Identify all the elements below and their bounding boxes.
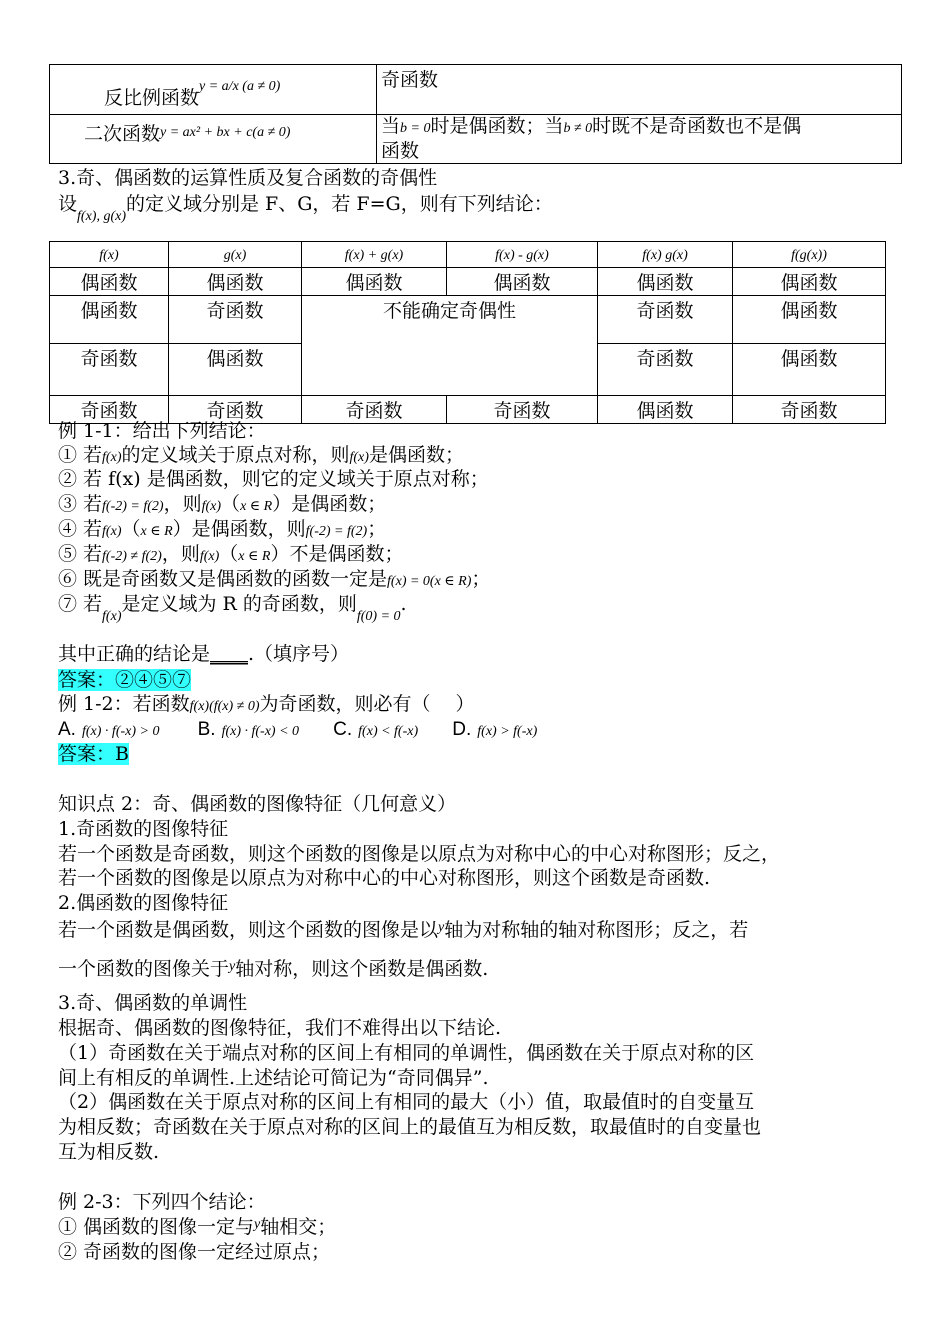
option-a: f(x) · f(-x) > 0 [82, 724, 160, 739]
m: f(x)(f(x) ≠ 0) [189, 699, 260, 714]
m: x ∈ R [140, 524, 173, 539]
ex23-title: 例 2-3：下列四个结论： [58, 1191, 266, 1213]
t: ）不是偶函数； [270, 543, 404, 565]
m: y [254, 1217, 261, 1232]
t: 是定义域为 R 的奇函数，则 [121, 593, 357, 615]
q-text-c: 时是偶函数；当 [430, 115, 564, 137]
parity-operations-table [49, 241, 886, 424]
t: 一个函数的图像关于 [58, 958, 230, 980]
m: f(x) [102, 524, 122, 539]
ex11-item1 [58, 443, 464, 470]
option-c: f(x) < f(-x) [358, 724, 419, 739]
m: x ∈ R [238, 549, 271, 564]
intro-a: 设 [58, 193, 78, 215]
q-cond-even: b = 0 [400, 121, 431, 136]
t: ）是偶函数，则 [172, 518, 306, 540]
option-d-label: D. [452, 719, 472, 740]
cell: 奇函数 [169, 296, 302, 344]
intro-fg: f(x), g(x) [77, 209, 126, 224]
t: 轴相交； [260, 1216, 337, 1238]
m: f(x) [102, 450, 122, 465]
m: y [438, 920, 445, 935]
ex11-item3 [58, 492, 386, 519]
row-inverse-proportional [50, 65, 377, 115]
t: 轴对称，则这个函数是偶函数. [235, 958, 489, 980]
cell: 偶函数 [733, 268, 886, 296]
cell: 偶函数 [50, 296, 169, 344]
quadratic-label: 二次函数 [84, 123, 161, 145]
cell: 偶函数 [447, 268, 598, 296]
t: ； [367, 518, 387, 540]
h4: f(x) g(x) [642, 248, 688, 263]
ex12-title [58, 692, 475, 719]
ex23-item2: ② 奇函数的图像一定经过原点； [58, 1241, 331, 1263]
t: ⑥ 既是奇函数又是偶函数的函数一定是 [58, 568, 388, 590]
ex12-options [58, 717, 537, 744]
t: （ [219, 543, 239, 565]
t: ① 偶函数的图像一定与 [58, 1216, 255, 1238]
t: ； [471, 568, 491, 590]
t: ④ 若 [58, 518, 103, 540]
answer-blank: ____ [210, 643, 249, 665]
q-text-a: 当 [381, 115, 401, 137]
q-cond-neither: b ≠ 0 [563, 121, 593, 136]
intro-b: 的定义域分别是 F、G，若 F=G，则有下列结论： [125, 193, 553, 215]
t: ，则 [161, 543, 200, 565]
cell: 奇函数 [302, 396, 447, 424]
t: ⑤ 若 [58, 543, 103, 565]
cell: 偶函数 [598, 396, 733, 424]
kp2-p2-line1 [58, 918, 748, 945]
cell: 偶函数 [598, 268, 733, 296]
header-g [169, 242, 302, 268]
t: 为奇函数，则必有（ ） [259, 693, 475, 715]
cell-undetermined: 不能确定奇偶性 [302, 296, 598, 396]
h2: f(x) + g(x) [344, 248, 404, 263]
kp2-p4b: 间上有相反的单调性.上述结论可简记为“奇同偶异”. [58, 1067, 489, 1089]
header-prod [598, 242, 733, 268]
cell: 奇函数 [50, 344, 169, 396]
t: ⑦ 若 [58, 593, 103, 615]
m: f(x) [199, 549, 220, 564]
h5: f(g(x)) [791, 248, 827, 263]
q-text-f: 函数 [381, 140, 420, 162]
kp2-s1: 1.奇函数的图像特征 [58, 818, 229, 840]
header-f [50, 242, 169, 268]
t: .（填序号） [248, 643, 350, 665]
inverse-parity-text: 奇函数 [381, 69, 439, 91]
table-row [50, 268, 886, 296]
cell: 偶函数 [733, 296, 886, 344]
row-quadratic [50, 115, 377, 164]
sec3-title: 3.奇、偶函数的运算性质及复合函数的奇偶性 [58, 167, 438, 189]
inverse-formula: y = a/x (a ≠ 0) [199, 79, 281, 94]
m: f(x) [102, 609, 122, 624]
kp2-s2: 2.偶函数的图像特征 [58, 892, 229, 914]
option-b-label: B. [197, 719, 216, 740]
t: （ [121, 518, 141, 540]
m: f(-2) ≠ f(2) [102, 549, 162, 564]
header-comp [733, 242, 886, 268]
sec3-intro [58, 192, 553, 224]
ex11-item5 [58, 542, 403, 569]
kp2-p1b: 若一个函数的图像是以原点为对称中心的中心对称图形，则这个函数是奇函数. [58, 867, 711, 889]
quadratic-parity [377, 115, 902, 164]
ex11-item7 [58, 592, 407, 624]
h0: f(x) [99, 248, 119, 263]
table-row [50, 296, 886, 344]
kp2-title: 知识点 2：奇、偶函数的图像特征（几何意义） [58, 793, 457, 815]
q-text-e: 时既不是奇函数也不是偶 [592, 115, 802, 137]
quadratic-formula: y = ax² + bx + c(a ≠ 0) [160, 125, 291, 140]
t: 若一个函数是偶函数，则这个函数的图像是以 [58, 919, 439, 941]
cell: 奇函数 [50, 396, 169, 424]
kp2-s3: 3.奇、偶函数的单调性 [58, 992, 248, 1014]
kp2-p5c: 互为相反数. [58, 1141, 160, 1163]
t: 其中正确的结论是 [58, 643, 211, 665]
ex11-item4 [58, 517, 386, 544]
cell: 偶函数 [50, 268, 169, 296]
ex11-title: 例 1-1：给出下列结论： [58, 420, 266, 442]
t: 轴为对称轴的轴对称图形；反之，若 [444, 919, 749, 941]
cell: 奇函数 [598, 296, 733, 344]
m: f(0) = 0 [356, 609, 401, 624]
ex11-item2: ② 若 f(x) 是偶函数，则它的定义域关于原点对称； [58, 468, 489, 490]
kp2-p3: 根据奇、偶函数的图像特征，我们不难得出以下结论. [58, 1017, 502, 1039]
option-b: f(x) · f(-x) < 0 [221, 724, 300, 739]
ex11-answer [58, 668, 191, 692]
h1: g(x) [223, 248, 247, 263]
t: 的定义域关于原点对称，则 [121, 444, 350, 466]
m: f(x) [349, 450, 369, 465]
ex12-answer [58, 742, 129, 766]
cell: 偶函数 [169, 344, 302, 396]
t: 例 1-2：若函数 [58, 693, 190, 715]
t: ① 若 [58, 444, 103, 466]
ex11-item6 [58, 567, 490, 594]
m: f(-2) = f(2) [102, 499, 164, 514]
kp2-p1a: 若一个函数是奇函数，则这个函数的图像是以原点为对称中心的中心对称图形；反之， [58, 843, 781, 865]
header-sum [302, 242, 447, 268]
t: （ [221, 493, 241, 515]
t: ）是偶函数； [272, 493, 387, 515]
inverse-label: 反比例函数 [104, 87, 200, 109]
option-d: f(x) > f(-x) [477, 724, 538, 739]
m: x ∈ R [240, 499, 273, 514]
cell: 奇函数 [733, 396, 886, 424]
h3: f(x) - g(x) [495, 248, 549, 263]
m: f(x) = 0(x ∈ R) [387, 574, 472, 589]
cell: 奇函数 [598, 344, 733, 396]
kp2-p5b: 为相反数；奇函数在关于原点对称的区间上的最值互为相反数，取最值时的自变量也 [58, 1116, 762, 1138]
kp2-p2-line2 [58, 957, 488, 984]
t: 是偶函数； [368, 444, 464, 466]
m: f(x) [201, 499, 222, 514]
kp2-p4a: （1）奇函数在关于端点对称的区间上有相同的单调性，偶函数在关于原点对称的区 [58, 1042, 755, 1064]
header-diff [447, 242, 598, 268]
option-c-label: C. [333, 719, 353, 740]
cell: 奇函数 [169, 396, 302, 424]
ex11-question [58, 642, 349, 666]
cell: 偶函数 [733, 344, 886, 396]
cell: 偶函数 [169, 268, 302, 296]
cell: 偶函数 [302, 268, 447, 296]
answer-highlight: 答案：②④⑤⑦ [58, 669, 192, 691]
kp2-p5a: （2）偶函数在关于原点对称的区间上有相同的最大（小）值，取最值时的自变量互 [58, 1091, 755, 1113]
option-a-label: A. [58, 719, 76, 740]
m: y [229, 959, 236, 974]
cell: 奇函数 [447, 396, 598, 424]
m: f(-2) = f(2) [305, 524, 368, 539]
t: ③ 若 [58, 493, 103, 515]
ex23-item1 [58, 1215, 336, 1242]
function-type-table [49, 64, 902, 164]
inverse-parity [377, 65, 902, 115]
answer-highlight: 答案：B [58, 743, 129, 765]
t: . [400, 593, 407, 615]
t: ，则 [163, 493, 202, 515]
